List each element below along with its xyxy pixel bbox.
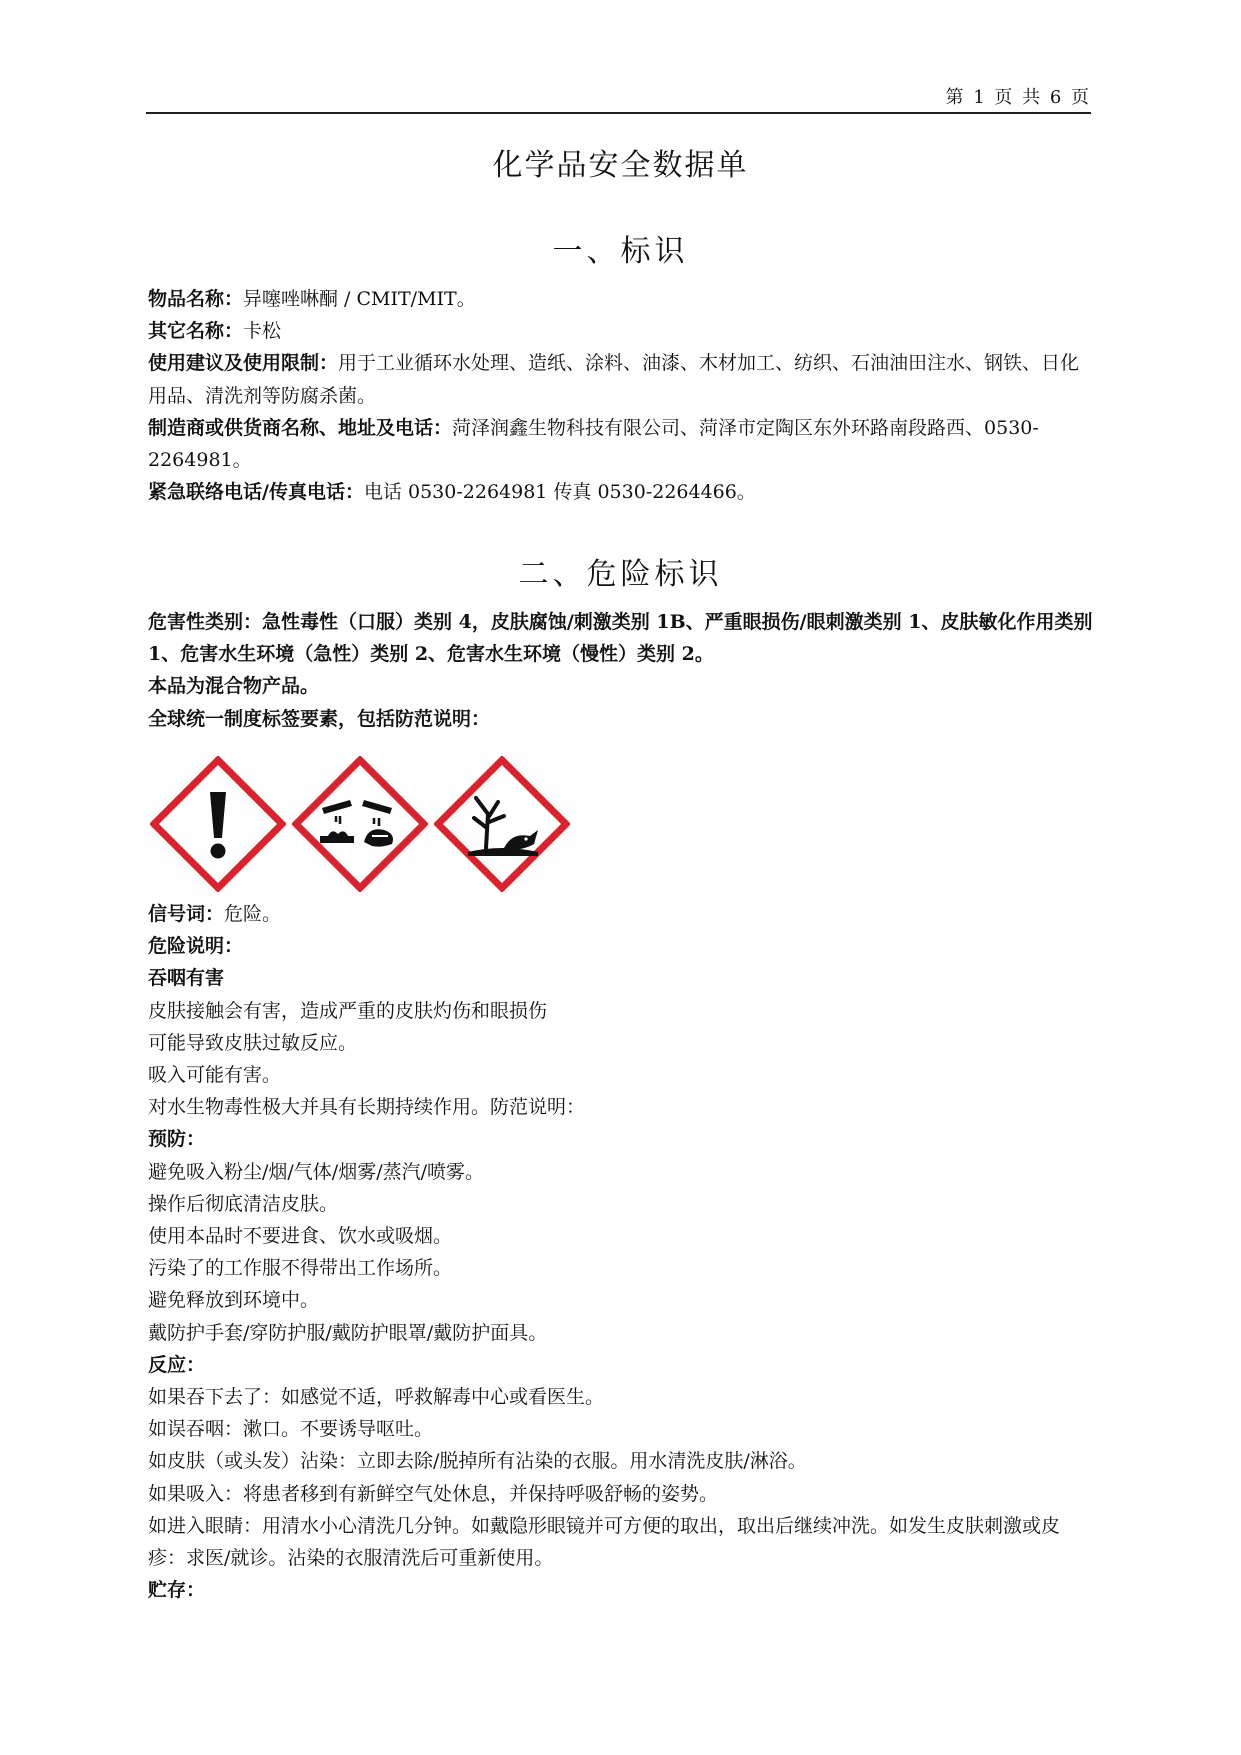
response-item: 如果吸入：将患者移到有新鲜空气处休息，并保持呼吸舒畅的姿势。	[148, 1482, 719, 1505]
field-label: 制造商或供货商名称、地址及电话：	[148, 416, 453, 439]
field-label: 物品名称：	[148, 288, 244, 310]
field-value: 电话 0530-2264981 传真 0530-2264466。	[363, 481, 756, 504]
prevention-item: 戴防护手套/穿防护服/戴防护眼罩/戴防护面具。	[148, 1321, 548, 1344]
usage-row	[148, 347, 1093, 411]
field-label: 使用建议及使用限制：	[148, 352, 339, 375]
prevention-label: 预防：	[148, 1128, 206, 1151]
document-title: 化学品安全数据单	[492, 148, 749, 183]
mixture-note: 本品为混合物产品。	[148, 675, 320, 698]
other-name-row	[148, 315, 1093, 347]
prevention-item: 操作后彻底清洁皮肤。	[148, 1192, 339, 1215]
product-name-row	[148, 283, 1093, 315]
ghs-pictograms	[150, 756, 590, 892]
field-value: 用于工业循环水处理、造纸、涂料、油漆、木材加工、纺织、石油油田注水、钢铁、日化用品、清洗剂等防腐杀菌。	[148, 352, 1080, 407]
environment-icon	[434, 756, 570, 892]
signal-word-label: 信号词：	[148, 903, 225, 925]
section2-body	[148, 898, 1093, 1606]
field-label: 其它名称：	[148, 320, 244, 343]
prevention-item: 污染了的工作服不得带出工作场所。	[148, 1257, 453, 1280]
prevention-item: 避免释放到环境中。	[148, 1289, 320, 1312]
response-item: 如进入眼睛：用清水小心清洗几分钟。如戴隐形眼镜并可方便的取出，取出后继续冲洗。如发生皮肤刺激或皮疹：求医/就诊。沾染的衣服清洗后可重新使用。	[148, 1514, 1061, 1570]
response-item: 如皮肤（或头发）沾染：立即去除/脱掉所有沾染的衣服。用水清洗皮肤/淋浴。	[148, 1450, 807, 1473]
signal-word-value: 危险。	[224, 903, 282, 925]
corrosion-icon	[292, 756, 428, 892]
swallow-statement: 吞咽有害	[148, 967, 225, 990]
field-value: 异噻唑啉酮 / CMIT/MIT。	[243, 288, 476, 310]
section2-title: 二、危险标识	[518, 557, 723, 592]
hazard-class: 危害性类别：急性毒性（口服）类别 4，皮肤腐蚀/刺激类别 1B、严重眼损伤/眼刺激类别 1、皮肤敏化作用类别 1、危害水生环境（急性）类别 2、危害水生环境（慢性）类别 2。	[148, 611, 1093, 666]
page-header	[146, 86, 1091, 114]
hazard-statement: 对水生物毒性极大并具有长期持续作用。防范说明：	[148, 1096, 586, 1119]
storage-label: 贮存：	[148, 1579, 206, 1602]
hazard-statement: 可能导致皮肤过敏反应。	[148, 1031, 358, 1054]
field-value: 卡松	[243, 320, 282, 343]
response-item: 如误吞咽：漱口。不要诱导呕吐。	[148, 1418, 434, 1441]
page-number: 第 1 页 共 6 页	[945, 87, 1091, 108]
prevention-item: 使用本品时不要进食、饮水或吸烟。	[148, 1225, 453, 1248]
response-label: 反应：	[148, 1353, 206, 1376]
field-label: 紧急联络电话/传真电话：	[148, 481, 364, 504]
response-item: 如果吞下去了：如感觉不适，呼救解毒中心或看医生。	[148, 1386, 605, 1409]
hazard-statement: 皮肤接触会有害，造成严重的皮肤灼伤和眼损伤	[148, 999, 548, 1022]
emergency-phone-row	[148, 476, 1093, 508]
hazard-statements-label: 危险说明：	[148, 935, 244, 958]
manufacturer-row	[148, 412, 1093, 476]
section2-intro	[148, 606, 1093, 735]
field-value: 菏泽润鑫生物科技有限公司、菏泽市定陶区东外环路南段路西、0530-2264981。	[148, 416, 1039, 472]
prevention-item: 避免吸入粉尘/烟/气体/烟雾/蒸汽/喷雾。	[148, 1160, 485, 1183]
section1-body	[148, 283, 1093, 508]
section1-title: 一、标识	[552, 234, 689, 269]
ghs-label: 全球统一制度标签要素，包括防范说明：	[148, 707, 491, 730]
signal-word-row	[148, 898, 1093, 930]
hazard-statement: 吸入可能有害。	[148, 1064, 282, 1087]
exclamation-mark-icon	[150, 756, 286, 892]
